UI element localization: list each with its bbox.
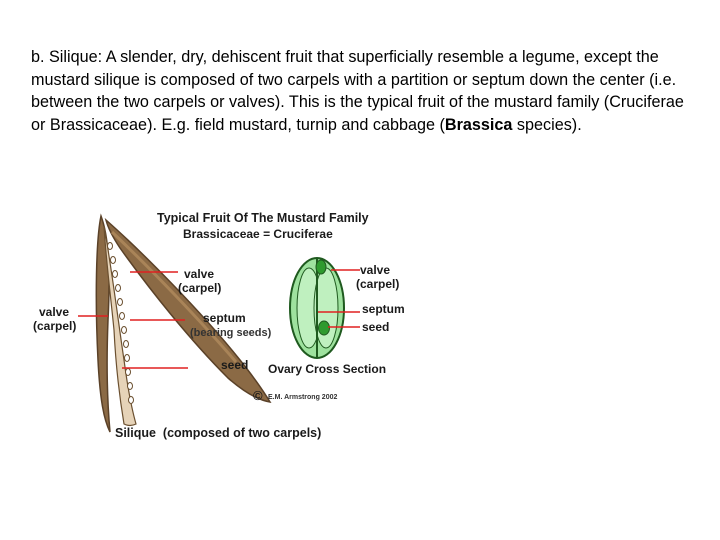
mid-valve-label: valve bbox=[184, 267, 215, 281]
ovary-seed-lower bbox=[319, 321, 330, 335]
paragraph-bold-genus: Brassica bbox=[444, 115, 513, 134]
right-seed-label: seed bbox=[362, 320, 390, 334]
left-valve-carpel-label: (carpel) bbox=[33, 319, 77, 333]
cross-section-label: Ovary Cross Section bbox=[268, 362, 387, 376]
right-valve-label: valve bbox=[360, 263, 391, 277]
right-septum-label: septum bbox=[362, 302, 405, 316]
ovary-seed-upper bbox=[316, 260, 326, 274]
paragraph-text-2: species). bbox=[512, 115, 582, 134]
silique-caption: Silique (composed of two carpels) bbox=[115, 426, 322, 440]
paragraph-text-1: b. Silique: A slender, dry, dehiscent fruit that superficially resemble a legume, except the mustard silique is composed of two carpels with a partition or septum down the center (i.e. between the two carpels or valves). This is the typical fruit of the mustard family (Cruciferae or Brassicaceae). E.g. field mustard, turnip and cabbage ( bbox=[31, 48, 684, 134]
diagram-subtitle: Brassicaceae = Cruciferae bbox=[183, 227, 333, 241]
mid-seed-label: seed bbox=[221, 358, 249, 372]
right-valve-carpel-label: (carpel) bbox=[356, 277, 400, 291]
diagram-title: Typical Fruit Of The Mustard Family bbox=[157, 211, 369, 225]
mid-valve-carpel-label: (carpel) bbox=[178, 281, 222, 295]
left-valve-label: valve bbox=[39, 305, 70, 319]
mid-septum-note: (bearing seeds) bbox=[190, 327, 272, 339]
copyright-icon: © bbox=[253, 388, 263, 403]
mid-septum-label: septum bbox=[203, 311, 246, 325]
copyright-text: E.M. Armstrong 2002 bbox=[268, 394, 338, 401]
